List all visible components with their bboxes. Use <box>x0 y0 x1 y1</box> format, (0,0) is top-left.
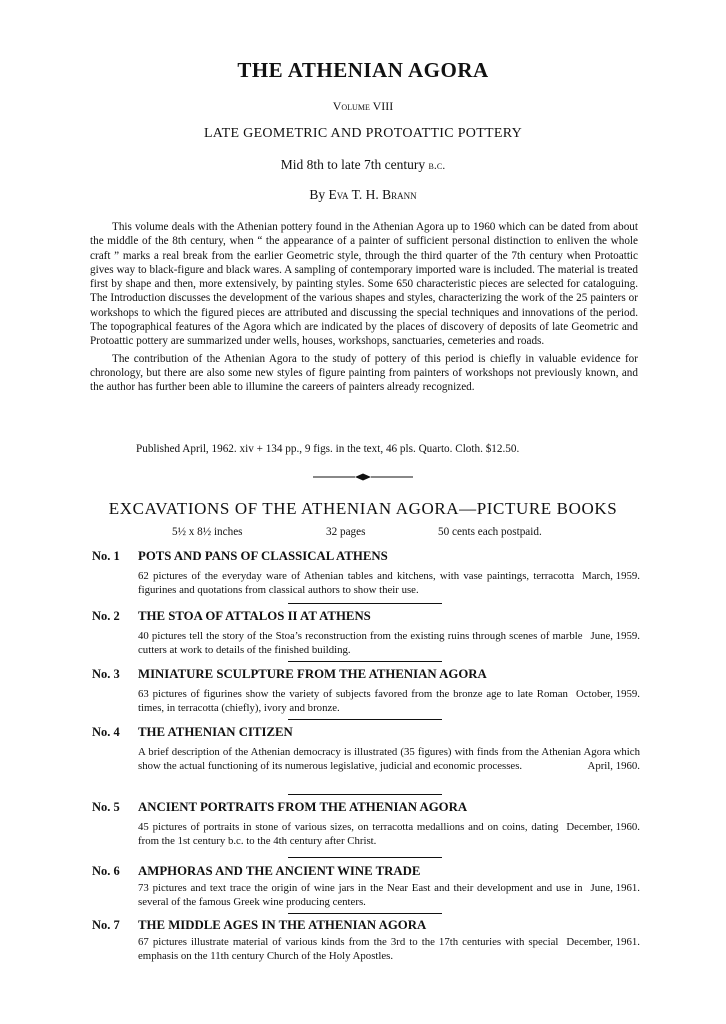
book-date: December, 1960. <box>566 821 640 833</box>
date-range-text: Mid 8th to late 7th century <box>280 157 429 172</box>
item-divider <box>288 857 442 858</box>
book-subtitle: LATE GEOMETRIC AND PROTOATTIC POTTERY <box>203 126 523 141</box>
book-date: April, 1960. <box>587 760 640 773</box>
book-description-text: 45 pictures of portraits in stone of various sizes, on terracotta medallions and on coins, dating from the 1st century b.c. to the 4th century after Christ. <box>138 821 559 848</box>
picture-book-specs <box>172 526 572 540</box>
book-number: No. 6 <box>92 864 120 878</box>
item-divider <box>288 603 442 604</box>
book-description <box>138 569 640 598</box>
volume-label: Volume VIII <box>332 99 394 113</box>
book-date: June, 1959. <box>590 630 640 642</box>
book-description-text: 62 pictures of the everyday ware of Athenian tables and kitchens, with vase paintings, terracotta figurines and quotations from classical authors to show their use. <box>138 570 575 597</box>
book-number: No. 5 <box>92 800 120 814</box>
item-divider <box>288 661 442 662</box>
author-line <box>0 187 726 203</box>
volume-abstract <box>90 220 638 395</box>
book-description <box>138 820 640 849</box>
book-title: THE ATHENIAN CITIZEN <box>138 725 293 739</box>
book-description-text: A brief description of the Athenian democracy is illustrated (35 figures) with finds from the Athenian Agora which show the actual functioning of its numerous legislative, judicial and economic processes. <box>138 746 640 773</box>
book-date: March, 1959. <box>582 570 640 582</box>
page-count: 32 pages <box>326 526 366 538</box>
book-description <box>138 629 640 658</box>
book-title: MINIATURE SCULPTURE FROM THE ATHENIAN AGORA <box>138 667 487 681</box>
book-number: No. 7 <box>92 918 120 932</box>
item-divider <box>288 913 442 914</box>
ornament-divider-icon <box>313 472 413 482</box>
author-by: By <box>309 187 329 202</box>
book-description-text: 67 pictures illustrate material of various kinds from the 3rd to the 17th centuries with special emphasis on the 11th century Church of the Holy Apostles. <box>138 936 559 963</box>
book-number: No. 1 <box>92 549 120 563</box>
book-description <box>138 687 640 716</box>
book-number: No. 3 <box>92 667 120 681</box>
book-description <box>138 745 640 774</box>
book-size: 5½ x 8½ inches <box>172 526 243 538</box>
book-date: June, 1961. <box>590 882 640 894</box>
section-title: EXCAVATIONS OF THE ATHENIAN AGORA—PICTURE BOOKS <box>108 499 618 518</box>
book-title: ANCIENT PORTRAITS FROM THE ATHENIAN AGORA <box>138 800 468 814</box>
book-title: THE STOA OF ATTALOS II AT ATHENS <box>138 609 371 623</box>
book-description <box>138 935 640 964</box>
author-name: Eva T. H. Brann <box>328 187 417 202</box>
book-number: No. 2 <box>92 609 120 623</box>
book-description-text: 73 pictures and text trace the origin of wine jars in the Near East and their development and use in several of the famous Greek wine producing centers. <box>138 882 583 909</box>
page-title: THE ATHENIAN AGORA <box>237 58 489 82</box>
book-title: THE MIDDLE AGES IN THE ATHENIAN AGORA <box>138 918 427 932</box>
date-range <box>0 157 726 173</box>
book-date: December, 1961. <box>566 936 640 948</box>
item-divider <box>288 719 442 720</box>
book-date: October, 1959. <box>575 688 640 700</box>
publication-details: Published April, 1962. xiv + 134 pp., 9 figs. in the text, 46 pls. Quarto. Cloth. $12.50. <box>136 443 520 455</box>
book-description <box>138 881 640 910</box>
book-title: POTS AND PANS OF CLASSICAL ATHENS <box>138 549 388 563</box>
book-title: AMPHORAS AND THE ANCIENT WINE TRADE <box>138 864 421 878</box>
book-description-text: 63 pictures of figurines show the variety of subjects favored from the bronze age to late Roman times, in terracotta (chiefly), ivory and bronze. <box>138 688 568 715</box>
item-divider <box>288 794 442 795</box>
book-number: No. 4 <box>92 725 120 739</box>
date-era: b.c. <box>428 158 446 172</box>
abstract-paragraph-1: This volume deals with the Athenian pottery found in the Athenian Agora up to 1960 which can be dated from about the middle of the 8th century, when “ the appearance of a painter of sufficient personal distinction to enliven the whole craft ” marks a real break from the earlier Geometric style, through the third quarter of the 7th century when Protoattic gives way to black-figure and black wares. A sampling of contemporary imported ware is included. The material is treated first by shape and then, more extensively, by painting styles. Some 650 characteristic pieces are selected for cataloguing. The Introduction discusses the development of the various shapes and styles, characterizing the work of the 25 painters or workshops to which the figured pieces are attributed and discussing the special techniques and innovations of the period. The topographical features of the Agora which are indicated by the places of discovery of deposits of late Geometric and Protoattic pottery are summarized under wells, houses, workshops, sanctuaries, cemeteries and roads. <box>90 221 638 348</box>
book-price: 50 cents each postpaid. <box>438 526 542 538</box>
abstract-paragraph-2: The contribution of the Athenian Agora to the study of pottery of this period is chiefly in valuable evidence for chronology, but there are also some new styles of figure painting from painters of workshops not previously known, and the author has further been able to illumine the careers of painters already recognized. <box>90 352 638 394</box>
book-description-text: 40 pictures tell the story of the Stoa’s reconstruction from the existing ruins through scenes of marble cutters at work to details of the finished building. <box>138 630 583 657</box>
